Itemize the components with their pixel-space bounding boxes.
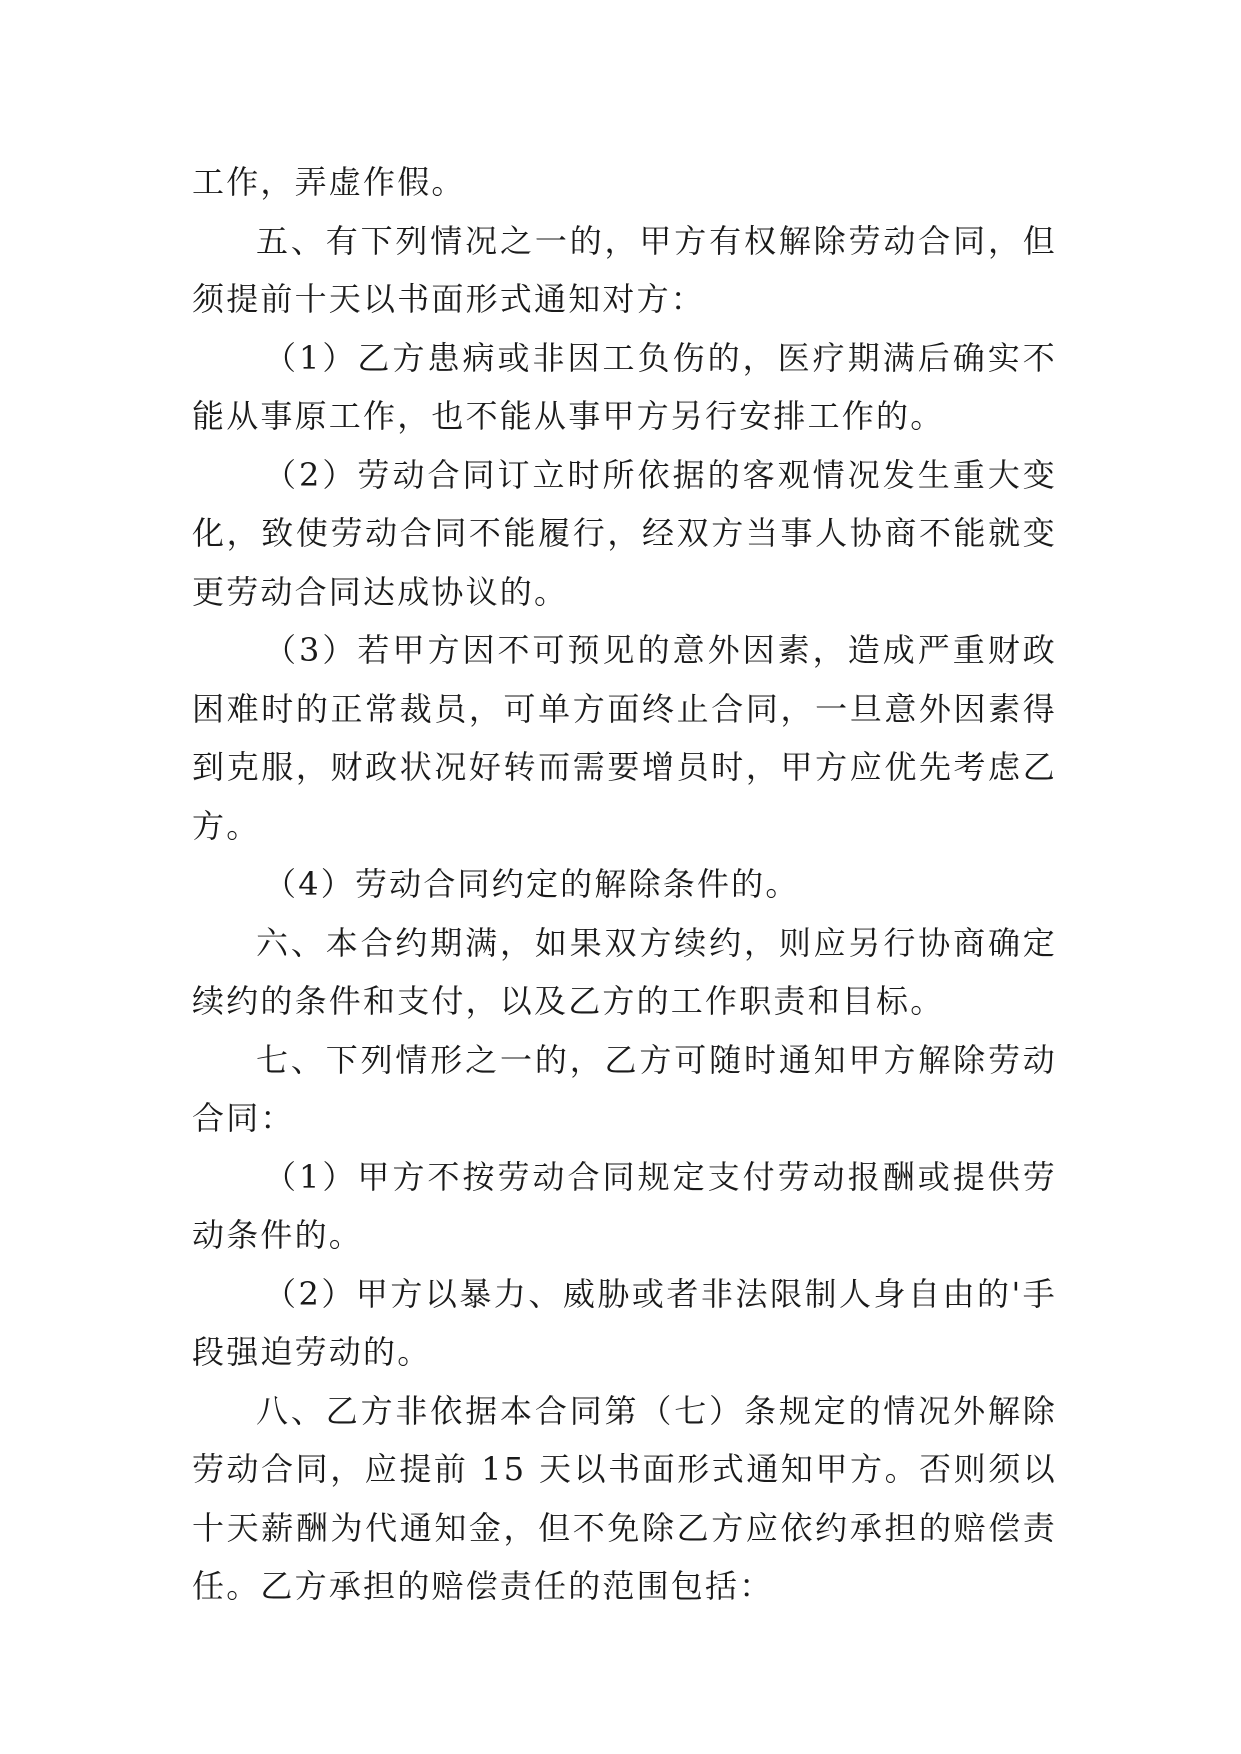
clause-five-item-1: （1）乙方患病或非因工负伤的，医疗期满后确实不能从事原工作，也不能从事甲方另行安排工作的。 (192, 338, 1057, 435)
clause-six: 六、本合约期满，如果双方续约，则应另行协商确定续约的条件和支付，以及乙方的工作职责和目标。 (192, 923, 1057, 1020)
clause-seven: 七、下列情形之一的，乙方可随时通知甲方解除劳动合同： (192, 1040, 1057, 1137)
clause-five-item-3: （3）若甲方因不可预见的意外因素，造成严重财政困难时的正常裁员，可单方面终止合同，一旦意外因素得到克服，财政状况好转而需要增员时，甲方应优先考虑乙方。 (192, 631, 1057, 845)
clause-seven-item-2: （2）甲方以暴力、威胁或者非法限制人身自由的'手段强迫劳动的。 (192, 1274, 1057, 1371)
document-body (192, 153, 1057, 1616)
clause-seven-item-1: （1）甲方不按劳动合同规定支付劳动报酬或提供劳动条件的。 (192, 1157, 1057, 1254)
clause-five-item-4: （4）劳动合同约定的解除条件的。 (264, 865, 800, 903)
paragraph-continuation: 工作，弄虚作假。 (192, 163, 466, 201)
clause-eight: 八、乙方非依据本合同第（七）条规定的情况外解除劳动合同，应提前 15 天以书面形式通知甲方。否则须以十天薪酬为代通知金，但不免除乙方应依约承担的赔偿责任。乙方承担的赔偿责任的范围包括： (192, 1391, 1057, 1605)
clause-five: 五、有下列情况之一的，甲方有权解除劳动合同，但须提前十天以书面形式通知对方： (192, 221, 1057, 318)
clause-five-item-2: （2）劳动合同订立时所依据的客观情况发生重大变化，致使劳动合同不能履行，经双方当事人协商不能就变更劳动合同达成协议的。 (192, 455, 1057, 611)
